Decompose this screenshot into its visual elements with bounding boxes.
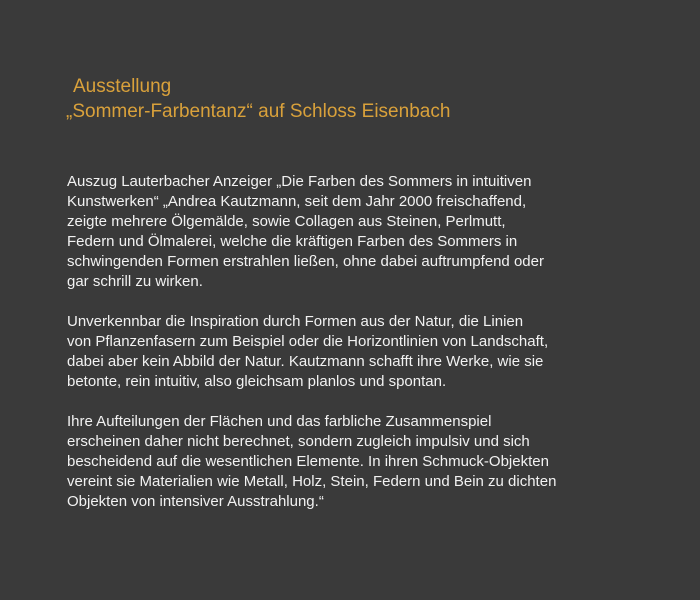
text-line: von Pflanzenfasern zum Beispiel oder die Horizontlinien von Landschaft, xyxy=(67,333,549,350)
text-line: Objekten von intensiver Ausstrahlung.“ xyxy=(67,493,324,510)
text-line: Ihre Aufteilungen der Flächen und das farbliche Zusammenspiel xyxy=(67,413,492,430)
text-line: betonte, rein intuitiv, also gleichsam planlos und spontan. xyxy=(67,373,447,390)
text-line: bescheidend auf die wesentlichen Elemente. In ihren Schmuck-Objekten xyxy=(67,453,549,470)
text-line: Federn und Ölmalerei, welche die kräftigen Farben des Sommers in xyxy=(67,233,518,250)
paragraph-2 xyxy=(67,312,667,392)
text-line: gar schrill zu wirken. xyxy=(67,273,203,290)
paragraph-1 xyxy=(67,172,667,292)
paragraph-3 xyxy=(67,412,667,512)
title-line-event-name: „Sommer-Farbentanz“ auf Schloss Eisenbach xyxy=(66,101,451,122)
text-line: dabei aber kein Abbild der Natur. Kautzmann schafft ihre Werke, wie sie xyxy=(67,353,544,370)
page-title xyxy=(66,74,450,124)
text-line: zeigte mehrere Ölgemälde, sowie Collagen aus Steinen, Perlmutt, xyxy=(67,213,506,230)
text-line: Auszug Lauterbacher Anzeiger „Die Farben des Sommers in intuitiven xyxy=(67,173,532,190)
text-line: Kunstwerken“ „Andrea Kautzmann, seit dem Jahr 2000 freischaffend, xyxy=(67,193,527,210)
text-line: erscheinen daher nicht berechnet, sondern zugleich impulsiv und sich xyxy=(67,433,530,450)
article-body xyxy=(67,172,667,532)
text-line: Unverkennbar die Inspiration durch Formen aus der Natur, die Linien xyxy=(67,313,524,330)
text-line: schwingenden Formen erstrahlen ließen, ohne dabei auftrumpfend oder xyxy=(67,253,544,270)
text-line: vereint sie Materialien wie Metall, Holz, Stein, Federn und Bein zu dichten xyxy=(67,473,557,490)
title-line-exhibition: Ausstellung xyxy=(73,76,172,97)
